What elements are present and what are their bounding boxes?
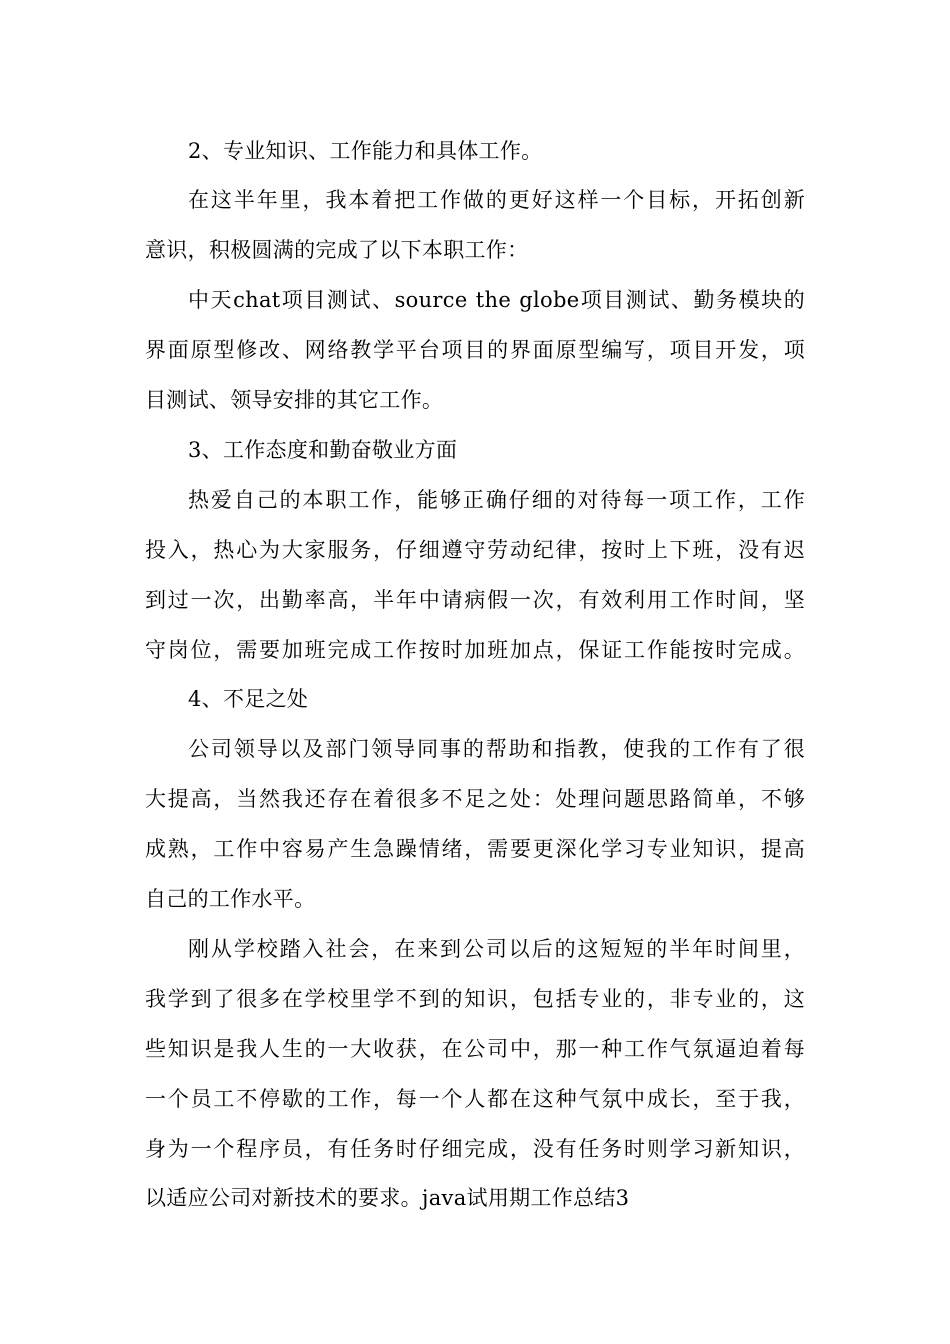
paragraph-line: 些知识是我人生的一大收获，在公司中，那一种工作气氛逼迫着每 — [145, 1037, 805, 1061]
section-heading-3: 3、工作态度和勤奋敬业方面 — [188, 438, 458, 462]
section-heading-2: 2、专业知识、工作能力和具体工作。 — [188, 139, 543, 163]
paragraph-line: 界面原型修改、网络教学平台项目的界面原型编写，项目开发，项 — [145, 338, 805, 362]
section-heading-4: 4、不足之处 — [188, 687, 309, 711]
paragraph-line: 目测试、领导安排的其它工作。 — [145, 388, 444, 412]
paragraph-line: 成熟，工作中容易产生急躁情绪，需要更深化学习专业知识，提高 — [145, 837, 805, 861]
paragraph-line: 大提高，当然我还存在着很多不足之处：处理问题思路简单，不够 — [145, 787, 805, 811]
paragraph-line: 投入，热心为大家服务，仔细遵守劳动纪律，按时上下班，没有迟 — [145, 538, 805, 562]
paragraph-line: 一个员工不停歇的工作，每一个人都在这种气氛中成长，至于我， — [145, 1087, 805, 1111]
paragraph-line: 身为一个程序员，有任务时仔细完成，没有任务时则学习新知识， — [145, 1137, 805, 1161]
paragraph-line: 自己的工作水平。 — [145, 887, 316, 911]
paragraph-line: 中天chat项目测试、source the globe项目测试、勤务模块的 — [188, 288, 805, 312]
paragraph-line: 以适应公司对新技术的要求。java试用期工作总结3 — [145, 1186, 630, 1210]
paragraph-line: 刚从学校踏入社会，在来到公司以后的这短短的半年时间里， — [188, 937, 805, 961]
paragraph-line: 热爱自己的本职工作，能够正确仔细的对待每一项工作，工作 — [188, 488, 805, 512]
paragraph-line: 意识，积极圆满的完成了以下本职工作： — [145, 238, 529, 262]
paragraph-line: 在这半年里，我本着把工作做的更好这样一个目标，开拓创新 — [188, 188, 805, 212]
paragraph-line: 公司领导以及部门领导同事的帮助和指教，使我的工作有了很 — [188, 737, 805, 761]
paragraph-line: 到过一次，出勤率高，半年中请病假一次，有效利用工作时间，坚 — [145, 588, 805, 612]
paragraph-line: 我学到了很多在学校里学不到的知识，包括专业的，非专业的，这 — [145, 987, 805, 1011]
paragraph-line: 守岗位，需要加班完成工作按时加班加点，保证工作能按时完成。 — [145, 638, 805, 662]
